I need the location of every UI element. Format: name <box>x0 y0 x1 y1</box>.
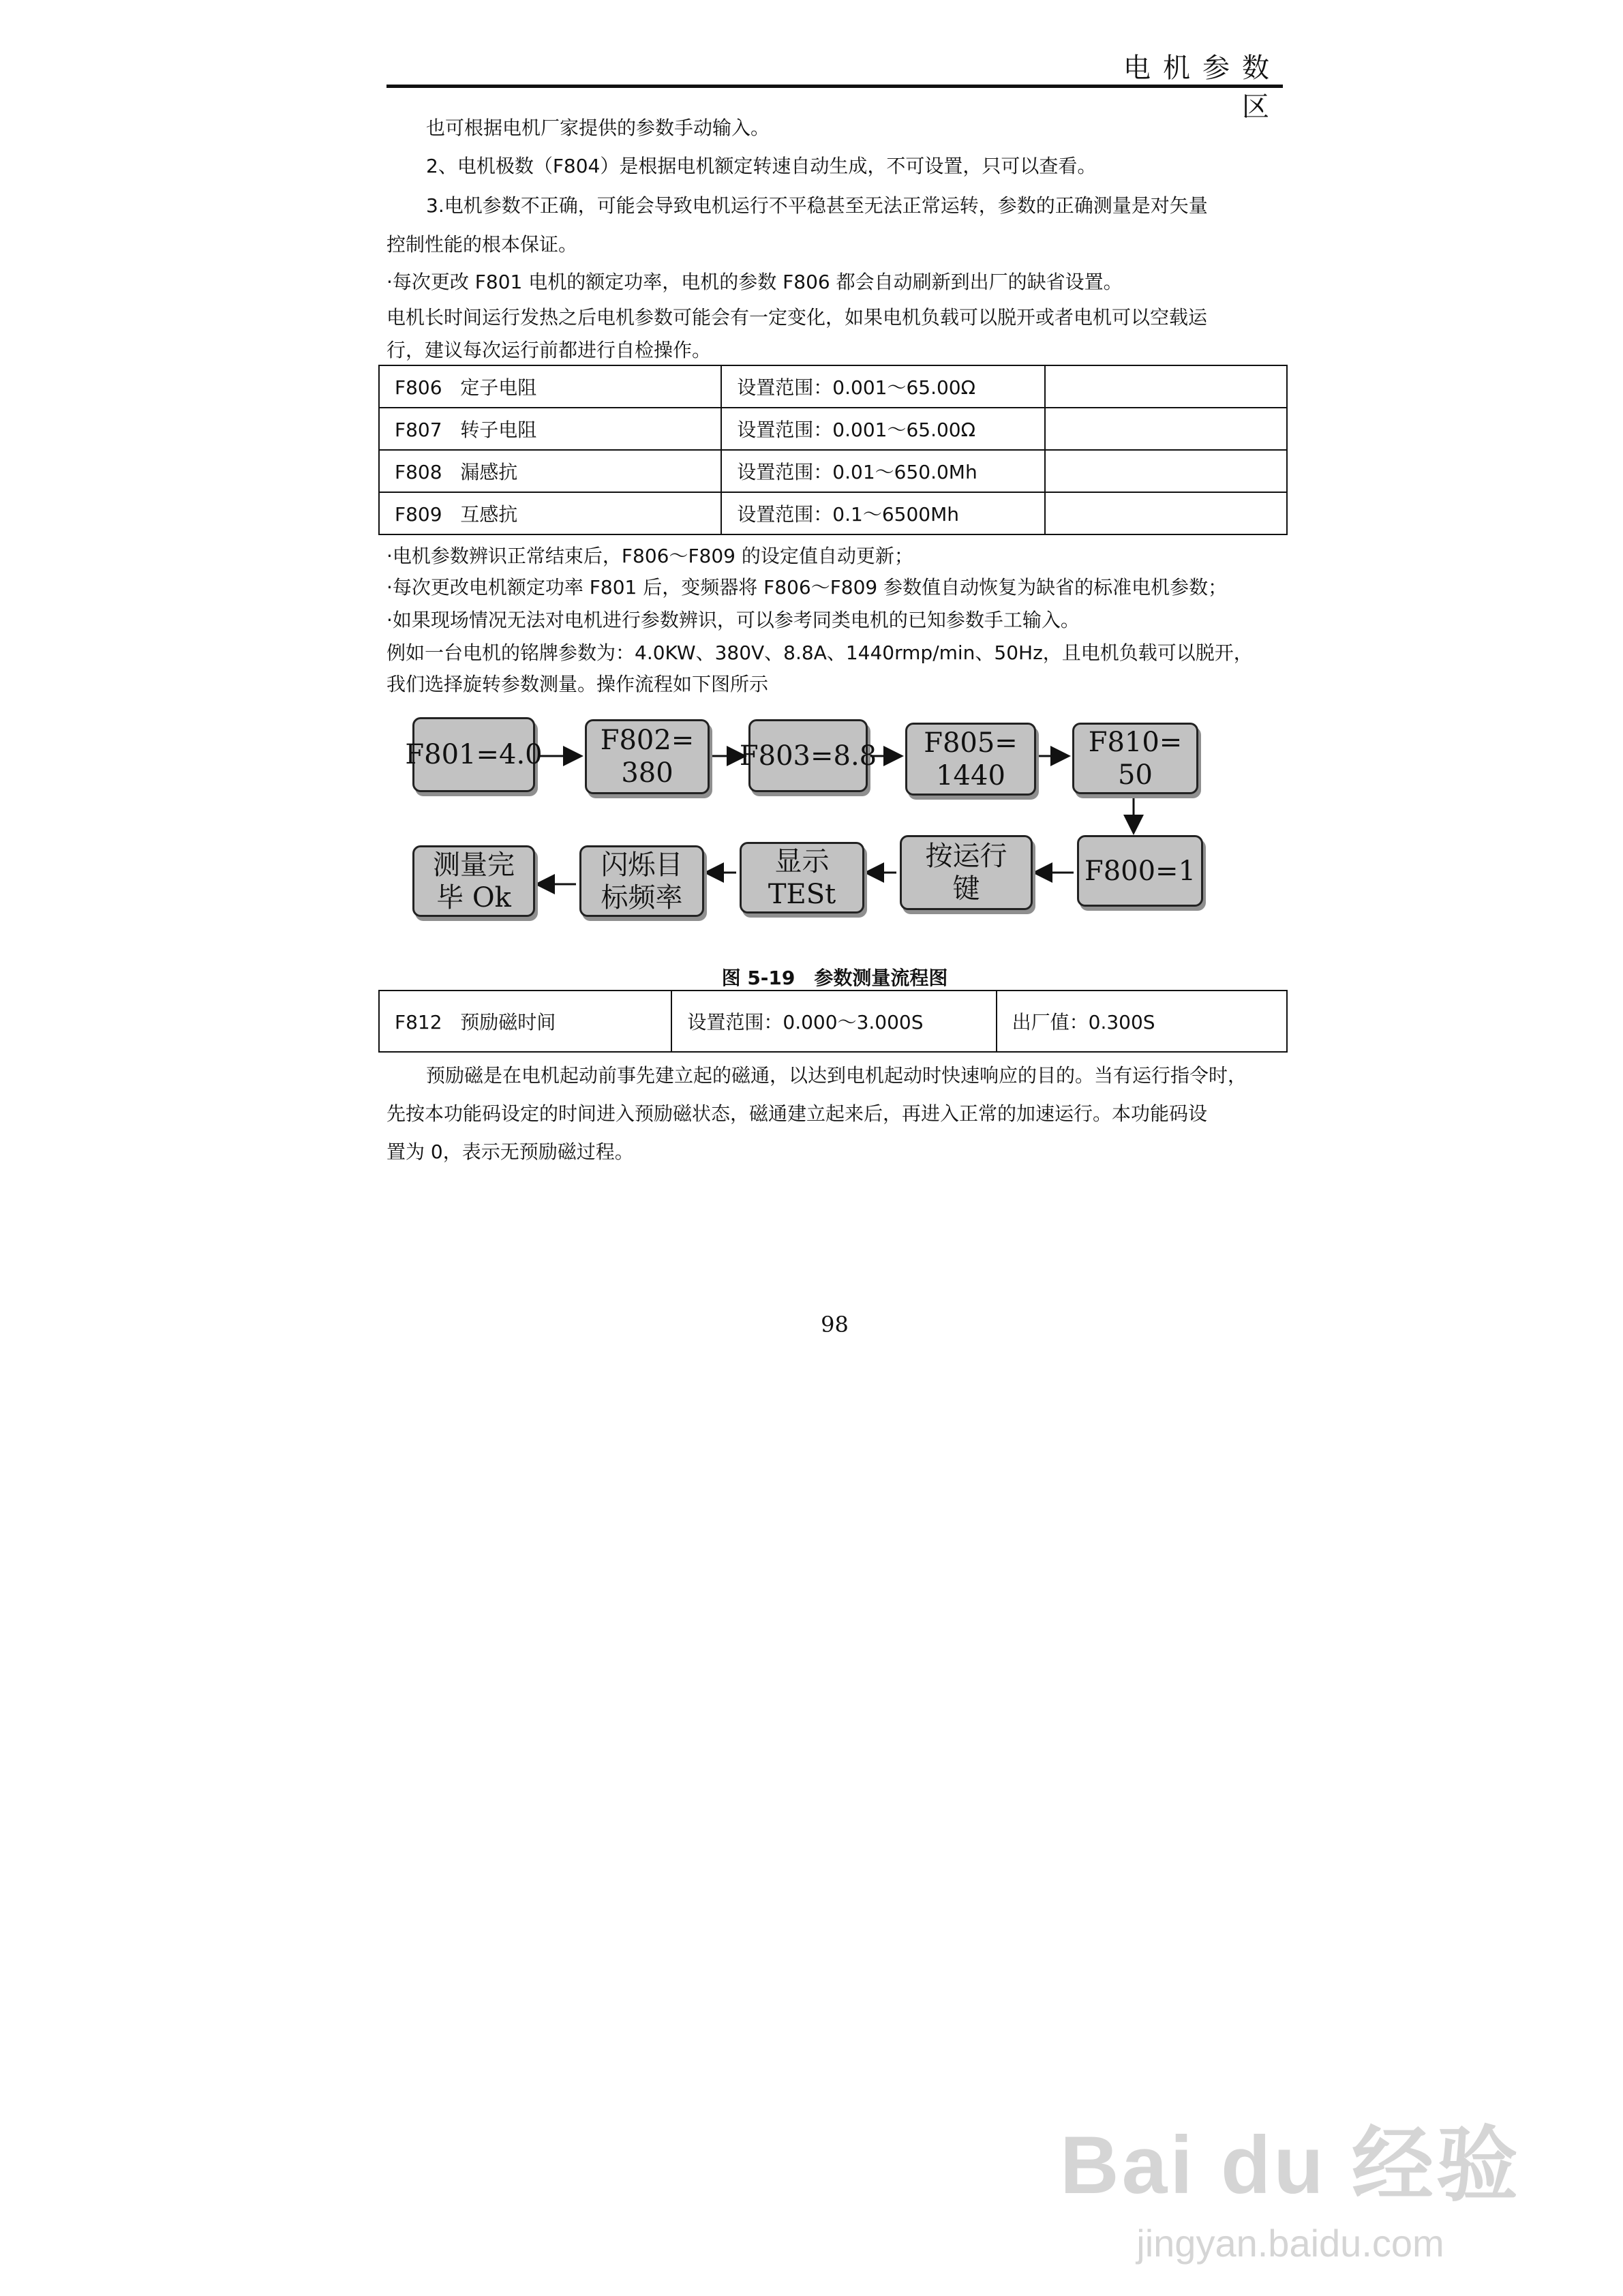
intro-paragraph-5b: 行，建议每次运行前都进行自检操作。 <box>386 339 712 361</box>
intro-paragraph-5a: 电机长时间运行发热之后电机参数可能会有一定变化，如果电机负载可以脱开或者电机可以空载运 <box>386 306 1208 329</box>
param-name: 转子电阻 <box>460 419 537 441</box>
param-code: F808 <box>395 461 442 483</box>
section-title: 电机参数区 <box>1123 52 1281 123</box>
motor-parameter-table <box>378 365 1288 535</box>
note-default-restore: ·每次更改电机额定功率 F801 后，变频器将 F806～F809 参数值自动恢复为缺省的标准电机参数； <box>386 576 1228 599</box>
example-nameplate: 例如一台电机的铭牌参数为：4.0KW、380V、8.8A、1440rmp/min、50Hz，且电机负载可以脱开， <box>386 641 1253 664</box>
param-range: 设置范围：0.1～6500Mh <box>721 492 1044 534</box>
intro-paragraph-3a: 3.电机参数不正确，可能会导致电机运行不平稳甚至无法正常运转，参数的正确测量是对矢量 <box>426 194 1208 217</box>
note-identification-update: ·电机参数辨识正常结束后，F806～F809 的设定值自动更新； <box>386 545 913 567</box>
param-code: F807 <box>395 419 442 441</box>
flow-node-f810: F810= 50 <box>1072 723 1198 794</box>
param-range: 设置范围：0.001～65.00Ω <box>721 365 1044 408</box>
preexcitation-paragraph-2: 先按本功能码设定的时间进入预励磁状态，磁通建立起来后，再进入正常的加速运行。本功能码设 <box>386 1102 1208 1125</box>
baidu-jingyan-watermark <box>1060 2100 1521 2265</box>
param-code: F809 <box>395 503 442 526</box>
intro-paragraph-1: 也可根据电机厂家提供的参数手动输入。 <box>426 117 770 139</box>
preexcitation-paragraph-1: 预励磁是在电机起动前事先建立起的磁通，以达到电机起动时快速响应的目的。当有运行指令时， <box>426 1064 1247 1087</box>
intro-paragraph-2: 2、电机极数（F804）是根据电机额定转速自动生成，不可设置，只可以查看。 <box>426 155 1097 177</box>
flow-node-f800: F800=1 <box>1077 835 1203 907</box>
flow-node-f802: F802= 380 <box>585 719 710 794</box>
flow-node-display-test: 显示 TESt <box>740 842 864 913</box>
example-procedure-intro: 我们选择旋转参数测量。操作流程如下图所示 <box>386 673 769 695</box>
param-code: F812 <box>395 1011 442 1033</box>
table-row <box>379 492 1287 534</box>
figure-caption: 图 5-19 参数测量流程图 <box>721 967 948 989</box>
param-range: 设置范围：0.001～65.00Ω <box>721 408 1044 450</box>
param-name: 预励磁时间 <box>460 1011 556 1033</box>
f812-parameter-table <box>378 990 1288 1053</box>
flow-node-f803: F803=8.8 <box>748 719 868 792</box>
table-row <box>379 365 1287 408</box>
intro-paragraph-3b: 控制性能的根本保证。 <box>386 233 578 256</box>
param-name: 互感抗 <box>460 503 518 526</box>
param-name: 漏感抗 <box>460 461 518 483</box>
table-row <box>379 408 1287 450</box>
param-extra <box>1045 492 1287 534</box>
param-name: 定子电阻 <box>460 376 537 399</box>
param-range: 设置范围：0.000～3.000S <box>671 991 996 1052</box>
flow-node-measure-done: 测量完 毕 Ok <box>412 845 535 917</box>
flow-node-press-run: 按运行 键 <box>900 835 1033 910</box>
table-row <box>379 450 1287 492</box>
header-rule <box>386 85 1283 88</box>
watermark-url: jingyan.baidu.com <box>1136 2222 1444 2265</box>
preexcitation-paragraph-3: 置为 0，表示无预励磁过程。 <box>386 1141 634 1163</box>
param-default: 出厂值：0.300S <box>997 991 1287 1052</box>
table-row <box>379 991 1287 1052</box>
param-extra <box>1045 450 1287 492</box>
watermark-brand: Bai du 经验 <box>1059 2119 1521 2211</box>
page-number: 98 <box>821 1312 849 1338</box>
param-extra <box>1045 408 1287 450</box>
flow-node-f801: F801=4.0 <box>412 717 535 792</box>
param-range: 设置范围：0.01～650.0Mh <box>721 450 1044 492</box>
param-code: F806 <box>395 376 442 399</box>
note-manual-input: ·如果现场情况无法对电机进行参数辨识，可以参考同类电机的已知参数手工输入。 <box>386 609 1080 631</box>
flow-node-blink-target: 闪烁目 标频率 <box>579 845 704 917</box>
flow-node-f805: F805= 1440 <box>905 723 1036 796</box>
intro-note-f801: ·每次更改 F801 电机的额定功率，电机的参数 F806 都会自动刷新到出厂的缺省设置。 <box>386 271 1123 293</box>
param-extra <box>1045 365 1287 408</box>
